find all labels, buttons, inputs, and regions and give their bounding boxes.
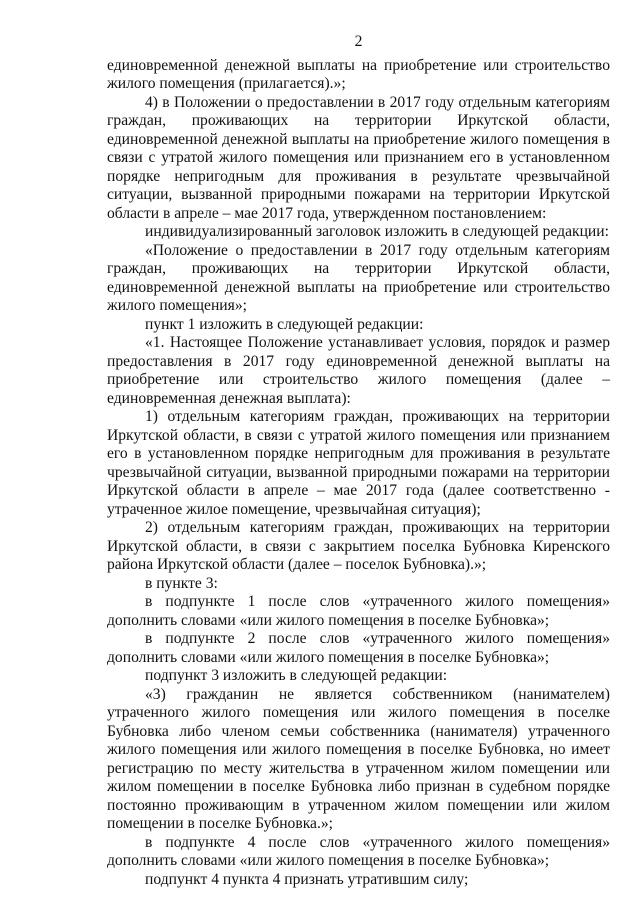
paragraph: «Положение о предоставлении в 2017 году отдельным категориям граждан, проживающих на территории Иркутской области, единовременной денежной выплаты на приобретение или строительство жилого помещения»; (107, 241, 610, 314)
paragraph: пункт 1 изложить в следующей редакции: (145, 315, 424, 333)
paragraph: 4) в Положении о предоставлении в 2017 году отдельным категориям граждан, проживающих на территории Иркутской области, единовременной денежной выплаты на приобретение жилого помещения в связи с утратой жилого помещения или признанием его в установленном порядке непригодным для проживания в результате чрезвычайной ситуации, вызванной природными пожарами на территории Иркутской области в апреле – мае 2017 года, утвержденном постановлением: (107, 93, 610, 222)
paragraph: индивидуализированный заголовок изложить в следующей редакции: (145, 223, 609, 240)
paragraph: подпункт 4 пункта 4 признать утратившим силу; (145, 870, 469, 888)
page-number: 2 (354, 33, 363, 50)
paragraph: «3) гражданин не является собственником (нанимателем) утраченного жилого помещения или жилого помещения в поселке Бубновка либо членом семьи собственника (нанимателя) утраченного жилого помещения или жилого помещения в поселке Бубновка, но имеет регистрацию по месту жительства в утраченном жилом помещении или жилом помещении в поселке Бубновка либо признан в судебном порядке постоянно проживающим в утраченном жилом помещении или жилом помещении в поселке Бубновка.»; (107, 685, 610, 832)
paragraph: «1. Настоящее Положение устанавливает условия, порядок и размер предоставления в 2017 году единовременной денежной выплаты на приобретение или строительство жилого помещения (далее – единовременная денежная выплата): (107, 334, 610, 407)
paragraph: подпункт 3 изложить в следующей редакции: (145, 667, 448, 684)
paragraph: в подпункте 2 после слов «утраченного жилого помещения» дополнить словами «или жилого помещения в поселке Бубновка»; (107, 630, 610, 666)
paragraph: единовременной денежной выплаты на приобретение или строительство жилого помещения (прилагается).»; (107, 56, 610, 92)
paragraph: в подпункте 4 после слов «утраченного жилого помещения» дополнить словами «или жилого помещения в поселке Бубновка»; (107, 833, 610, 869)
paragraph: в подпункте 1 после слов «утраченного жилого помещения» дополнить словами «или жилого помещения в поселке Бубновка»; (107, 593, 610, 629)
paragraph: в пункте 3: (145, 574, 218, 592)
paragraph: 1) отдельным категориям граждан, проживающих на территории Иркутской области, в связи с утратой жилого помещения или признанием его в установленном порядке непригодным для проживания в результате чрезвычайной ситуации, вызванной природными пожарами на территории Иркутской области в апреле – мае 2017 года (далее соответственно - утраченное жилое помещение, чрезвычайная ситуация); (107, 408, 610, 518)
document-body (107, 57, 610, 890)
paragraph: 2) отдельным категориям граждан, проживающих на территории Иркутской области, в связи с закрытием поселка Бубновка Киренского района Иркутской области (далее – поселок Бубновка).»; (107, 519, 610, 573)
